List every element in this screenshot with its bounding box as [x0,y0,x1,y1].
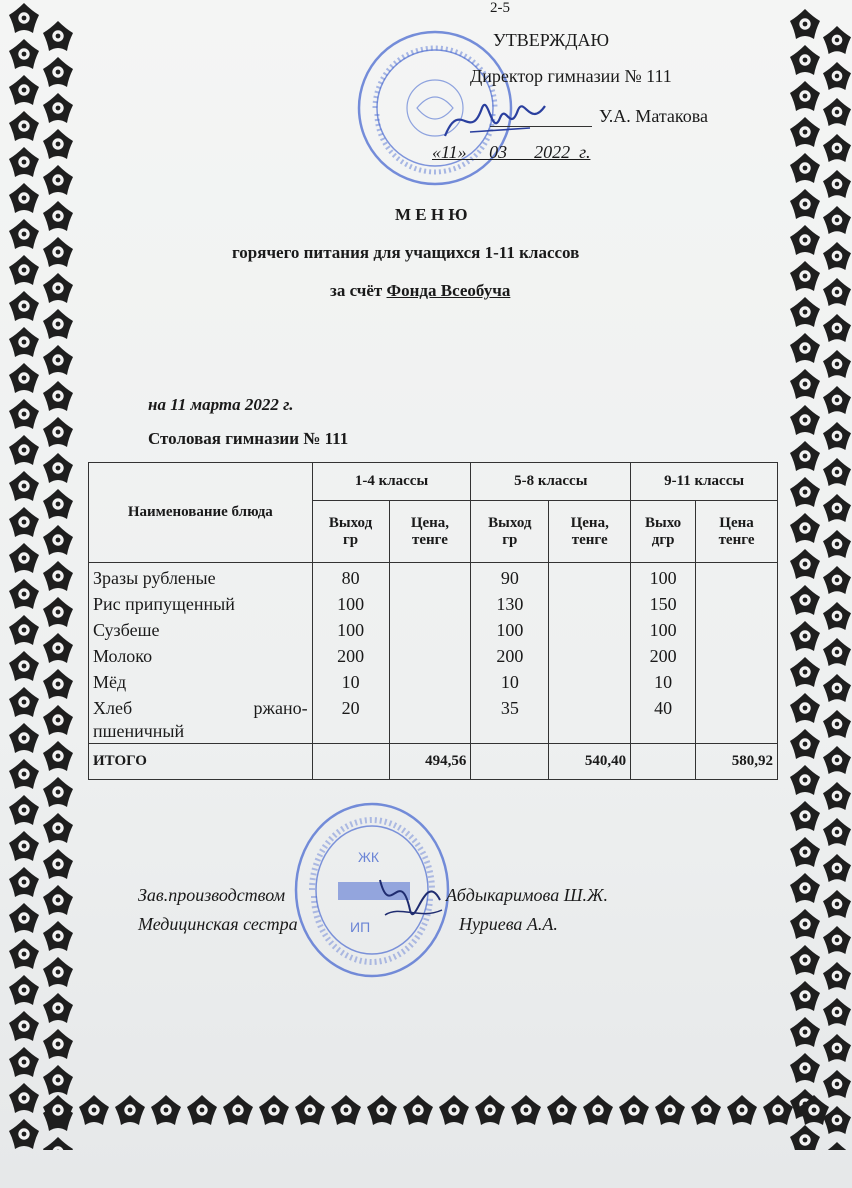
ornament-motif [43,813,73,843]
funding-line [330,281,510,301]
ornament-motif [790,873,820,903]
ornament-motif [823,998,851,1026]
ornament-motif [43,1029,73,1059]
production-name: Абдыкаримова Ш.Ж. [446,885,608,905]
ornament-motif [763,1095,793,1125]
ornament-motif [823,134,851,162]
ornament-motif [9,291,39,321]
ornament-motif [43,705,73,735]
menu-title: М Е Н Ю [395,205,468,224]
ornament-motif [790,837,820,867]
ornament-motif [187,1095,217,1125]
ornament-motif [151,1095,181,1125]
ornament-motif [790,765,820,795]
approve-label: УТВЕРЖДАЮ [493,30,610,50]
ornament-motif [790,441,820,471]
subheader-price: Цена, тенге [549,501,631,563]
approval-date: «11» 03 2022 г. [432,142,591,162]
ornament-motif [790,81,820,111]
ornament-motif [823,386,851,414]
ornament-motif [43,597,73,627]
ornament-motif [43,129,73,159]
ornament-motif [823,170,851,198]
ornament-motif [9,903,39,933]
ornament-motif [9,183,39,213]
ornament-motif [43,93,73,123]
ornament-motif [475,1095,505,1125]
ornament-motif [9,39,39,69]
ornament-motif [799,1095,829,1125]
ornament-motif [43,417,73,447]
ornament-motif [43,993,73,1023]
ornament-motif [9,75,39,105]
ornament-motif [823,926,851,954]
ornament-motif [790,981,820,1011]
ornament-motif [823,962,851,990]
ornament-motif [823,1034,851,1062]
subheader-yield: Выход гр [312,501,389,563]
ornament-motif [691,1095,721,1125]
ornament-motif [790,621,820,651]
director-signature-line [490,126,592,127]
ornament-motif [43,489,73,519]
ornament-motif [790,909,820,939]
ornament-motif [43,633,73,663]
ornament-motif [790,405,820,435]
ornament-motif [823,26,851,54]
menu-date: на 11 марта 2022 г. [148,395,294,414]
ornament-motif [9,219,39,249]
dish-list [89,563,313,744]
dish-name: Рис припущенный [93,594,235,614]
subheader-yield: Выход гр [471,501,549,563]
ornament-motif [9,147,39,177]
ornament-motif [295,1095,325,1125]
ornament-motif [9,975,39,1005]
ornament-motif [823,278,851,306]
ornament-motif [223,1095,253,1125]
ornament-motif [9,651,39,681]
ornament-motif [790,45,820,75]
ornament-motif [583,1095,613,1125]
dish-name-bread-cont: пшеничный [93,721,185,741]
ornament-motif [9,579,39,609]
ornament-motif [823,314,851,342]
yield-column-1-4: 80 100 100 200 10 20 [312,563,389,744]
ornament-motif [823,674,851,702]
ornament-motif [823,458,851,486]
dish-name-header: Наименование блюда [89,463,313,563]
signature-scribble [370,860,450,940]
total-label: ИТОГО [89,744,313,780]
ornament-motif [823,638,851,666]
ornament-motif [790,153,820,183]
total-5-8: 540,40 [549,744,631,780]
ornament-motif [43,345,73,375]
ornament-motif [790,261,820,291]
funding-prefix: за счёт [330,281,387,300]
group-header-5-8: 5-8 классы [471,463,631,501]
ornament-motif [790,585,820,615]
group-header-1-4: 1-4 классы [312,463,471,501]
ornament-motif [790,729,820,759]
dish-name: Мёд [93,672,127,692]
ornament-motif [823,782,851,810]
ornament-motif [43,885,73,915]
price-column-1-4 [389,563,471,744]
funding-source: Фонда Всеобуча [386,281,511,300]
subheader-price: Цена, тенге [389,501,471,563]
ornament-motif [9,255,39,285]
empty-cell [471,744,549,780]
ornament-motif [43,237,73,267]
empty-cell [312,744,389,780]
ornament-motif [9,3,39,33]
ornament-motif [9,615,39,645]
ornament-motif [790,477,820,507]
canteen-name: Столовая гимназии № 111 [148,429,349,448]
ornament-motif [790,693,820,723]
ornament-motif [331,1095,361,1125]
empty-cell [631,744,696,780]
production-role: Зав.производством [138,885,286,905]
ornament-motif [43,1095,73,1125]
ornament-motif [9,795,39,825]
ornament-motif [403,1095,433,1125]
ornament-motif [823,98,851,126]
ornament-motif [790,369,820,399]
ornament-motif [43,165,73,195]
director-title: Директор гимназии № 111 [470,66,672,86]
ornament-motif [823,746,851,774]
dish-name: Молоко [93,646,153,666]
ornament-motif [43,57,73,87]
ornament-motif [43,201,73,231]
group-header-9-11: 9-11 классы [631,463,778,501]
ornament-motif [790,9,820,39]
ornament-motif [9,111,39,141]
ornament-motif [9,1011,39,1041]
ornament-motif [9,399,39,429]
ornament-motif [439,1095,469,1125]
ornament-motif [823,206,851,234]
ornament-motif [790,333,820,363]
ornament-border-bottom [40,1088,830,1148]
ornament-motif [9,759,39,789]
ornament-motif [823,818,851,846]
ornament-motif [790,225,820,255]
ornament-motif [43,921,73,951]
price-column-9-11 [696,563,778,744]
ornament-motif [43,381,73,411]
director-signature [440,88,550,148]
ornament-motif [790,945,820,975]
dish-name: Зразы рубленые [93,568,216,588]
dish-name-bread: Хлеб ржано- [93,698,308,718]
menu-subtitle: горячего питания для учащихся 1-11 классов [232,243,580,262]
dish-name: Сузбеше [93,620,160,640]
ornament-motif [43,777,73,807]
ornament-motif [9,1083,39,1113]
ornament-motif [79,1095,109,1125]
ornament-motif [43,273,73,303]
ornament-motif [823,350,851,378]
ornament-motif [547,1095,577,1125]
subheader-price: Цена тенге [696,501,778,563]
ornament-motif [823,530,851,558]
ornament-motif [9,1047,39,1077]
ornament-motif [790,549,820,579]
svg-text:ИП: ИП [350,919,371,935]
ornament-motif [9,471,39,501]
ornament-motif [9,723,39,753]
total-row [89,744,778,780]
ornament-motif [43,849,73,879]
ornament-motif [823,422,851,450]
ornament-motif [43,309,73,339]
ornament-motif [790,117,820,147]
ornament-motif [115,1095,145,1125]
ornament-motif [43,669,73,699]
ornament-motif [9,1119,39,1149]
ornament-motif [823,854,851,882]
ornament-motif [655,1095,685,1125]
nurse-name: Нуриева А.А. [459,914,558,934]
ornament-motif [790,513,820,543]
ornament-motif [790,1053,820,1083]
ornament-motif [259,1095,289,1125]
yield-column-9-11: 100 150 100 200 10 40 [631,563,696,744]
ornament-motif [823,710,851,738]
menu-table [88,462,778,780]
ornament-motif [823,242,851,270]
ornament-motif [43,957,73,987]
ornament-motif [790,189,820,219]
ornament-motif [9,867,39,897]
table-row [89,563,778,744]
yield-column-5-8: 90 130 100 200 10 35 [471,563,549,744]
total-1-4: 494,56 [389,744,471,780]
ornament-motif [9,939,39,969]
ornament-motif [43,561,73,591]
ornament-motif [9,543,39,573]
total-9-11: 580,92 [696,744,778,780]
ornament-motif [823,494,851,522]
ornament-motif [790,1017,820,1047]
nurse-role: Медицинская сестра [138,914,298,934]
ornament-motif [790,297,820,327]
ornament-motif [9,363,39,393]
subheader-yield: Выхо дгр [631,501,696,563]
ornament-border-right [783,0,852,1150]
ornament-motif [823,890,851,918]
ornament-motif [9,435,39,465]
ornament-border-left [2,0,74,1150]
ornament-motif [823,566,851,594]
ornament-motif [790,657,820,687]
ornament-motif [43,21,73,51]
ornament-motif [9,327,39,357]
ornament-motif [43,741,73,771]
director-name: У.А. Матакова [599,106,708,126]
price-column-5-8 [549,563,631,744]
ornament-motif [9,507,39,537]
ornament-motif [511,1095,541,1125]
ornament-motif [790,801,820,831]
ornament-motif [43,525,73,555]
svg-text:ЖК: ЖК [358,849,380,865]
ornament-motif [43,453,73,483]
ornament-motif [619,1095,649,1125]
ornament-motif [9,687,39,717]
ornament-motif [727,1095,757,1125]
ornament-motif [367,1095,397,1125]
ornament-motif [823,62,851,90]
page-number: 2-5 [490,0,510,16]
ornament-motif [823,602,851,630]
ornament-motif [9,831,39,861]
